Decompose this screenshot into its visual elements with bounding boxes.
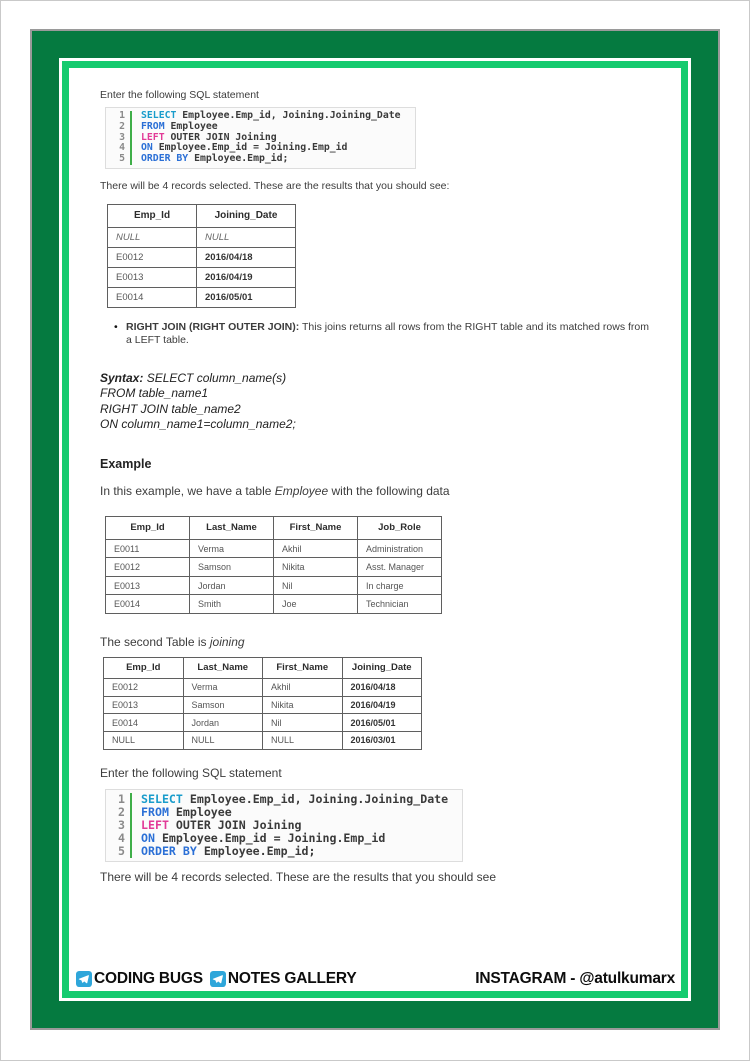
table-cell: E0013 (106, 576, 190, 595)
table-cell: 2016/04/18 (342, 678, 422, 696)
table-cell: E0013 (108, 267, 197, 287)
footer-bar (69, 970, 681, 991)
column-header: Emp_Id (106, 516, 190, 539)
frame-inner-band (62, 61, 688, 998)
table-row (104, 696, 422, 714)
syntax-line-3: RIGHT JOIN table_name2 (100, 401, 241, 416)
column-header: Job_Role (358, 516, 442, 539)
table-cell: E0012 (104, 678, 184, 696)
results-note-bottom: There will be 4 records selected. These are the results that you should see (100, 869, 496, 884)
table-cell: E0012 (108, 247, 197, 267)
green-frame (30, 29, 720, 1030)
footer-notes-gallery (210, 970, 357, 988)
table-cell: Verma (190, 539, 274, 558)
table-cell: NULL (263, 732, 343, 750)
table-cell: NULL (104, 732, 184, 750)
column-header: First_Name (263, 657, 343, 678)
page-content (69, 68, 681, 884)
table-cell: Technician (358, 595, 442, 614)
table-cell: Administration (358, 539, 442, 558)
column-header: Emp_Id (104, 657, 184, 678)
footer-coding-bugs (76, 970, 203, 988)
second-table-caption: The second Table is joining (100, 634, 245, 649)
table-row (106, 576, 442, 595)
table-cell: Nil (263, 714, 343, 732)
join-type-bullet-list (114, 321, 653, 347)
enter-sql-statement-bottom: Enter the following SQL statement (100, 765, 282, 780)
footer-notes-gallery-label: NOTES GALLERY (227, 970, 357, 987)
table-row (108, 287, 296, 307)
table-row (106, 539, 442, 558)
table-cell: Asst. Manager (358, 558, 442, 577)
table-cell: E0013 (104, 696, 184, 714)
column-header: Joining_Date (197, 204, 296, 227)
right-join-bullet: • RIGHT JOIN (RIGHT OUTER JOIN): This joins returns all rows from the RIGHT table and its matched rows from a LEFT table. (114, 321, 653, 347)
table-cell: 2016/03/01 (342, 732, 422, 750)
table-cell: Akhil (274, 539, 358, 558)
table-row (106, 595, 442, 614)
table-cell: Smith (190, 595, 274, 614)
page (69, 68, 681, 991)
table-cell: Jordan (190, 576, 274, 595)
table-row (106, 558, 442, 577)
footer-instagram-handle: INSTAGRAM - @atulkumarx (475, 970, 675, 987)
table-row (108, 227, 296, 247)
column-header: First_Name (274, 516, 358, 539)
table-cell: Nikita (263, 696, 343, 714)
telegram-icon (76, 971, 92, 987)
table-cell: 2016/04/18 (197, 247, 296, 267)
table-cell: Jordan (183, 714, 263, 732)
column-header: Last_Name (190, 516, 274, 539)
table-cell: E0014 (104, 714, 184, 732)
table-cell: Samson (183, 696, 263, 714)
frame-white-gap (59, 58, 691, 1001)
table-cell: E0014 (108, 287, 197, 307)
syntax-line-2: FROM table_name1 (100, 386, 209, 401)
table-cell: NULL (197, 227, 296, 247)
table-cell: 2016/04/19 (197, 267, 296, 287)
column-header: Emp_Id (108, 204, 197, 227)
table-cell: 2016/04/19 (342, 696, 422, 714)
table-cell: 2016/05/01 (197, 287, 296, 307)
column-header: Joining_Date (342, 657, 422, 678)
table-cell: In charge (358, 576, 442, 595)
telegram-icon (210, 971, 226, 987)
table-row (104, 714, 422, 732)
syntax-line-4: ON column_name1=column_name2; (100, 417, 296, 432)
table-cell: 2016/05/01 (342, 714, 422, 732)
syntax-line-1: Syntax: SELECT column_name(s) (100, 370, 287, 385)
employee-table (105, 516, 442, 614)
sql-code-block-bottom: 1 SELECT Employee.Emp_id, Joining.Joining_Date 2 FROM Employee 3 LEFT OUTER JOIN Joining 4 ON Employee.Emp_id = Joining.Emp_id 5 ORDER BY Employee.Emp_id; (105, 789, 463, 862)
table-cell: Samson (190, 558, 274, 577)
table-cell: E0011 (106, 539, 190, 558)
table-cell: NULL (108, 227, 197, 247)
table-cell: Joe (274, 595, 358, 614)
table-row (108, 267, 296, 287)
footer-coding-bugs-label: CODING BUGS (94, 970, 203, 987)
table-row (104, 678, 422, 696)
table-cell: Akhil (263, 678, 343, 696)
joining-table (103, 657, 422, 750)
table-row (104, 732, 422, 750)
example-heading: Example (100, 456, 152, 471)
table-cell: E0014 (106, 595, 190, 614)
table-cell: Nil (274, 576, 358, 595)
syntax-block (100, 371, 653, 433)
example-intro: In this example, we have a table Employee with the following data (100, 483, 450, 498)
enter-sql-statement-top: Enter the following SQL statement (100, 89, 259, 101)
table-cell: Nikita (274, 558, 358, 577)
results-table (107, 204, 296, 308)
table-cell: NULL (183, 732, 263, 750)
results-note-top: There will be 4 records selected. These are the results that you should see: (100, 179, 450, 192)
table-cell: E0012 (106, 558, 190, 577)
sql-code-block-top: 1 SELECT Employee.Emp_id, Joining.Joining_Date 2 FROM Employee 3 LEFT OUTER JOIN Joining 4 ON Employee.Emp_id = Joining.Emp_id 5 ORDER BY Employee.Emp_id; (105, 107, 416, 169)
table-cell: Verma (183, 678, 263, 696)
column-header: Last_Name (183, 657, 263, 678)
table-row (108, 247, 296, 267)
